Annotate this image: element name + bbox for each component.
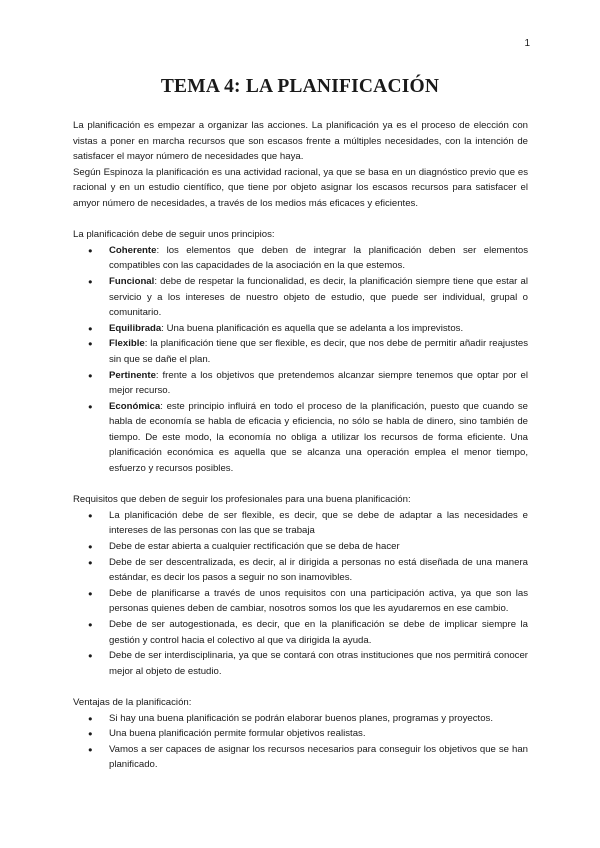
document-body xyxy=(73,118,528,773)
requirement-item: ● Debe de ser autogestionada, es decir, que en la planificación se debe de implicar siempre la gestión y control hacia el colectivo al que va dirigida la ayuda. xyxy=(73,617,528,648)
advantage-item: ● Una buena planificación permite formular objetivos realistas. xyxy=(73,726,528,742)
principle-text: : frente a los objetivos que pretendemos alcanzar siempre tenemos que optar por el mejor recurso. xyxy=(109,369,528,397)
principle-item xyxy=(73,336,528,367)
requirement-item: ● Debe de ser descentralizada, es decir, al ir dirigida a personas no está diseñada de una manera estándar, es decir los pasos a seguir no son inamovibles. xyxy=(73,555,528,586)
principle-item xyxy=(73,321,528,337)
advantage-item: ● Si hay una buena planificación se podrán elaborar buenos planes, programas y proyectos. xyxy=(73,711,528,727)
advantages-list xyxy=(73,711,528,773)
intro-paragraph: La planificación es empezar a organizar las acciones. La planificación ya es el proceso de elección con vistas a poner en marcha recursos que son escasos frente a múltiples necesidades, con la intención de satisfacer el mayor número de necesidades que haya. xyxy=(73,120,528,163)
requirement-item: ● Debe de planificarse a través de unos requisitos con una participación activa, ya que son las personas quienes deben de cambiar, nosotros somos los que les ayudaremos en ese cambio. xyxy=(73,586,528,617)
requirements-list xyxy=(73,508,528,680)
intro-paragraph: Según Espinoza la planificación es una actividad racional, ya que se basa en un diagnóstico previo que es racional y en un estudio científico, que tiene por objeto asignar los escasos recursos para satisfacer el amyor número de necesidades, a través de los medios más eficaces y eficientes. xyxy=(73,166,528,209)
page-number: 1 xyxy=(524,38,530,49)
principle-term: Pertinente xyxy=(109,369,156,381)
requirement-item: ● La planificación debe de ser flexible, es decir, que se debe de adaptar a las necesidades e intereses de las personas con las que se trabaja xyxy=(73,508,528,539)
principle-text: : los elementos que deben de integrar la planificación deben ser elementos compatibles con las capacidades de la asociación en la que estemos. xyxy=(109,244,528,272)
principles-list xyxy=(73,243,528,477)
principle-text: : la planificación tiene que ser flexible, es decir, que nos debe de permitir añadir reajustes sin que se dañe el plan. xyxy=(109,338,528,365)
principle-item xyxy=(73,399,528,477)
advantages-heading: Ventajas de la planificación: xyxy=(73,696,192,708)
principle-term: Coherente xyxy=(109,244,157,256)
principles-heading: La planificación debe de seguir unos principios: xyxy=(73,229,275,241)
principle-item xyxy=(73,368,528,399)
requirements-heading: Requisitos que deben de seguir los profesionales para una buena planificación: xyxy=(73,494,411,506)
principle-item xyxy=(73,274,528,321)
advantage-item: ● Vamos a ser capaces de asignar los recursos necesarios para conseguir los objetivos que se han planificado. xyxy=(73,742,528,773)
principle-text: : este principio influirá en todo el proceso de la planificación, puesto que cuando se habla de economía se habla de eficacia y eficiencia, no sólo se habla de dinero, sino también de tiempo. De este modo, la economía no obliga a utilizar los recursos de forma eficiente. Una planificación económica es aquella que se alcanza una operación emplea el menor tiempo, esfuerzo y recursos posibles. xyxy=(109,400,528,475)
page-title: TEMA 4: LA PLANIFICACIÓN xyxy=(160,76,440,97)
principle-term: Funcional xyxy=(109,275,155,287)
principle-text: : debe de respetar la funcionalidad, es decir, la planificación siempre tiene que estar al servicio y a los intereses de nuestro objeto de estudio, que puede ser individual, grupal o comunitario. xyxy=(109,275,528,319)
requirement-item: ● Debe de ser interdisciplinaria, ya que se contará con otras instituciones que nos permitirá conocer mejor al objeto de estudio. xyxy=(73,648,528,679)
principle-text: : Una buena planificación es aquella que se adelanta a los imprevistos. xyxy=(161,322,464,334)
principle-term: Económica xyxy=(109,400,161,412)
principle-term: Equilibrada xyxy=(109,322,162,334)
requirement-item: ● Debe de estar abierta a cualquier rectificación que se deba de hacer xyxy=(73,539,528,555)
principle-item xyxy=(73,243,528,274)
principle-term: Flexible xyxy=(109,338,145,350)
